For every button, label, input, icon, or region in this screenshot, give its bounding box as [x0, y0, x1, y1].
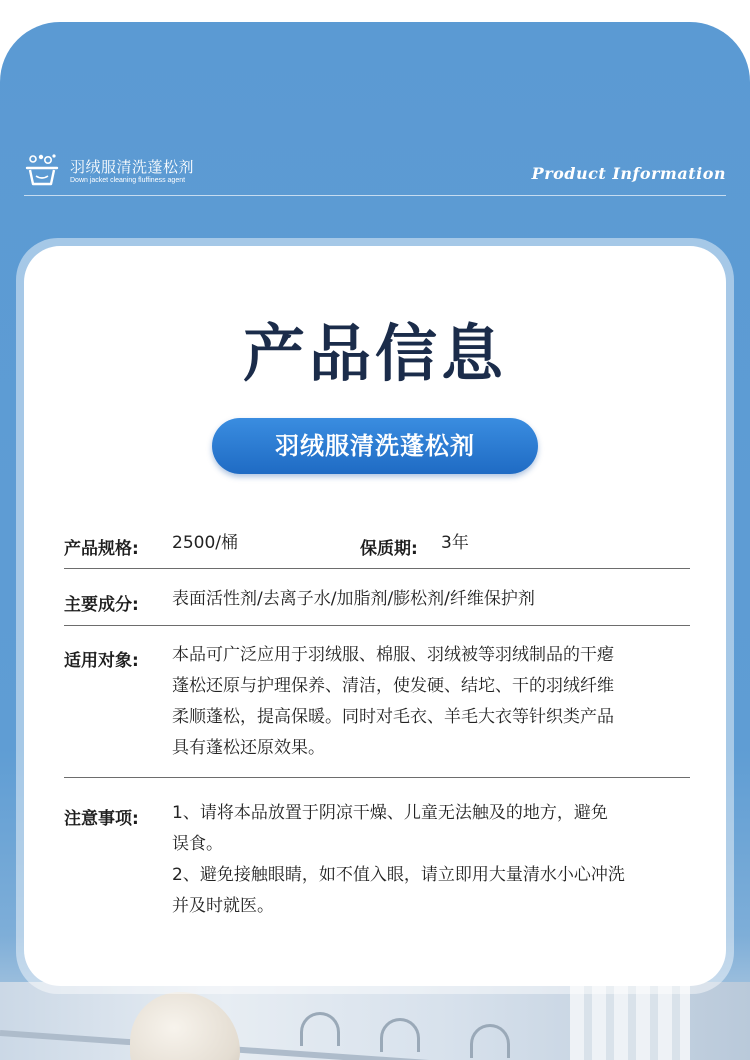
- brand-title: 羽绒服清洗蓬松剂: [70, 158, 195, 176]
- divider: [64, 625, 690, 626]
- usage-label: 适用对象:: [64, 651, 139, 671]
- usage-line: 柔顺蓬松，提高保暖。同时对毛衣、羊毛大衣等针织类产品: [172, 707, 614, 727]
- section-label: Product Information: [531, 164, 726, 183]
- ingredients-row: [64, 590, 694, 618]
- notes-text: [172, 798, 625, 922]
- shelf-life-label: 保质期:: [360, 539, 418, 559]
- wash-basin-icon: [24, 152, 60, 188]
- hanger-icon: [380, 1018, 420, 1052]
- notes-line: 误食。: [172, 834, 223, 854]
- ingredients-label: 主要成分:: [64, 595, 139, 615]
- divider: [64, 568, 690, 569]
- glove-image: [130, 992, 240, 1060]
- spec-label: 产品规格:: [64, 539, 139, 559]
- usage-text: [172, 640, 614, 764]
- usage-row: [64, 646, 694, 770]
- notes-line: 并及时就医。: [172, 896, 274, 916]
- usage-line: 本品可广泛应用于羽绒服、棉服、羽绒被等羽绒制品的干瘪: [172, 645, 614, 665]
- page-header: [24, 150, 726, 196]
- ingredients-value: 表面活性剂/去离子水/加脂剂/膨松剂/纤维保护剂: [172, 589, 535, 609]
- product-name-badge: 羽绒服清洗蓬松剂: [212, 418, 538, 474]
- shelf-life-value: 3年: [441, 533, 469, 553]
- divider: [64, 777, 690, 778]
- usage-line: 具有蓬松还原效果。: [172, 738, 325, 758]
- spec-value: 2500/桶: [172, 533, 238, 553]
- brand-subtitle: Down jacket cleaning fluffiness agent: [70, 177, 186, 184]
- notes-line: 2、避免接触眼睛，如不值入眼，请立即用大量清水小心冲洗: [172, 865, 625, 885]
- hanger-icon: [300, 1012, 340, 1046]
- notes-line: 1、请将本品放置于阴凉干燥、儿童无法触及的地方，避免: [172, 803, 608, 823]
- page-title: 产品信息: [242, 317, 507, 390]
- specs-row: [64, 534, 694, 562]
- notes-row: [64, 804, 694, 928]
- usage-line: 蓬松还原与护理保养、清洁，使发硬、结坨、干的羽绒纤维: [172, 676, 614, 696]
- hanger-icon: [470, 1024, 510, 1058]
- notes-label: 注意事项:: [64, 809, 139, 829]
